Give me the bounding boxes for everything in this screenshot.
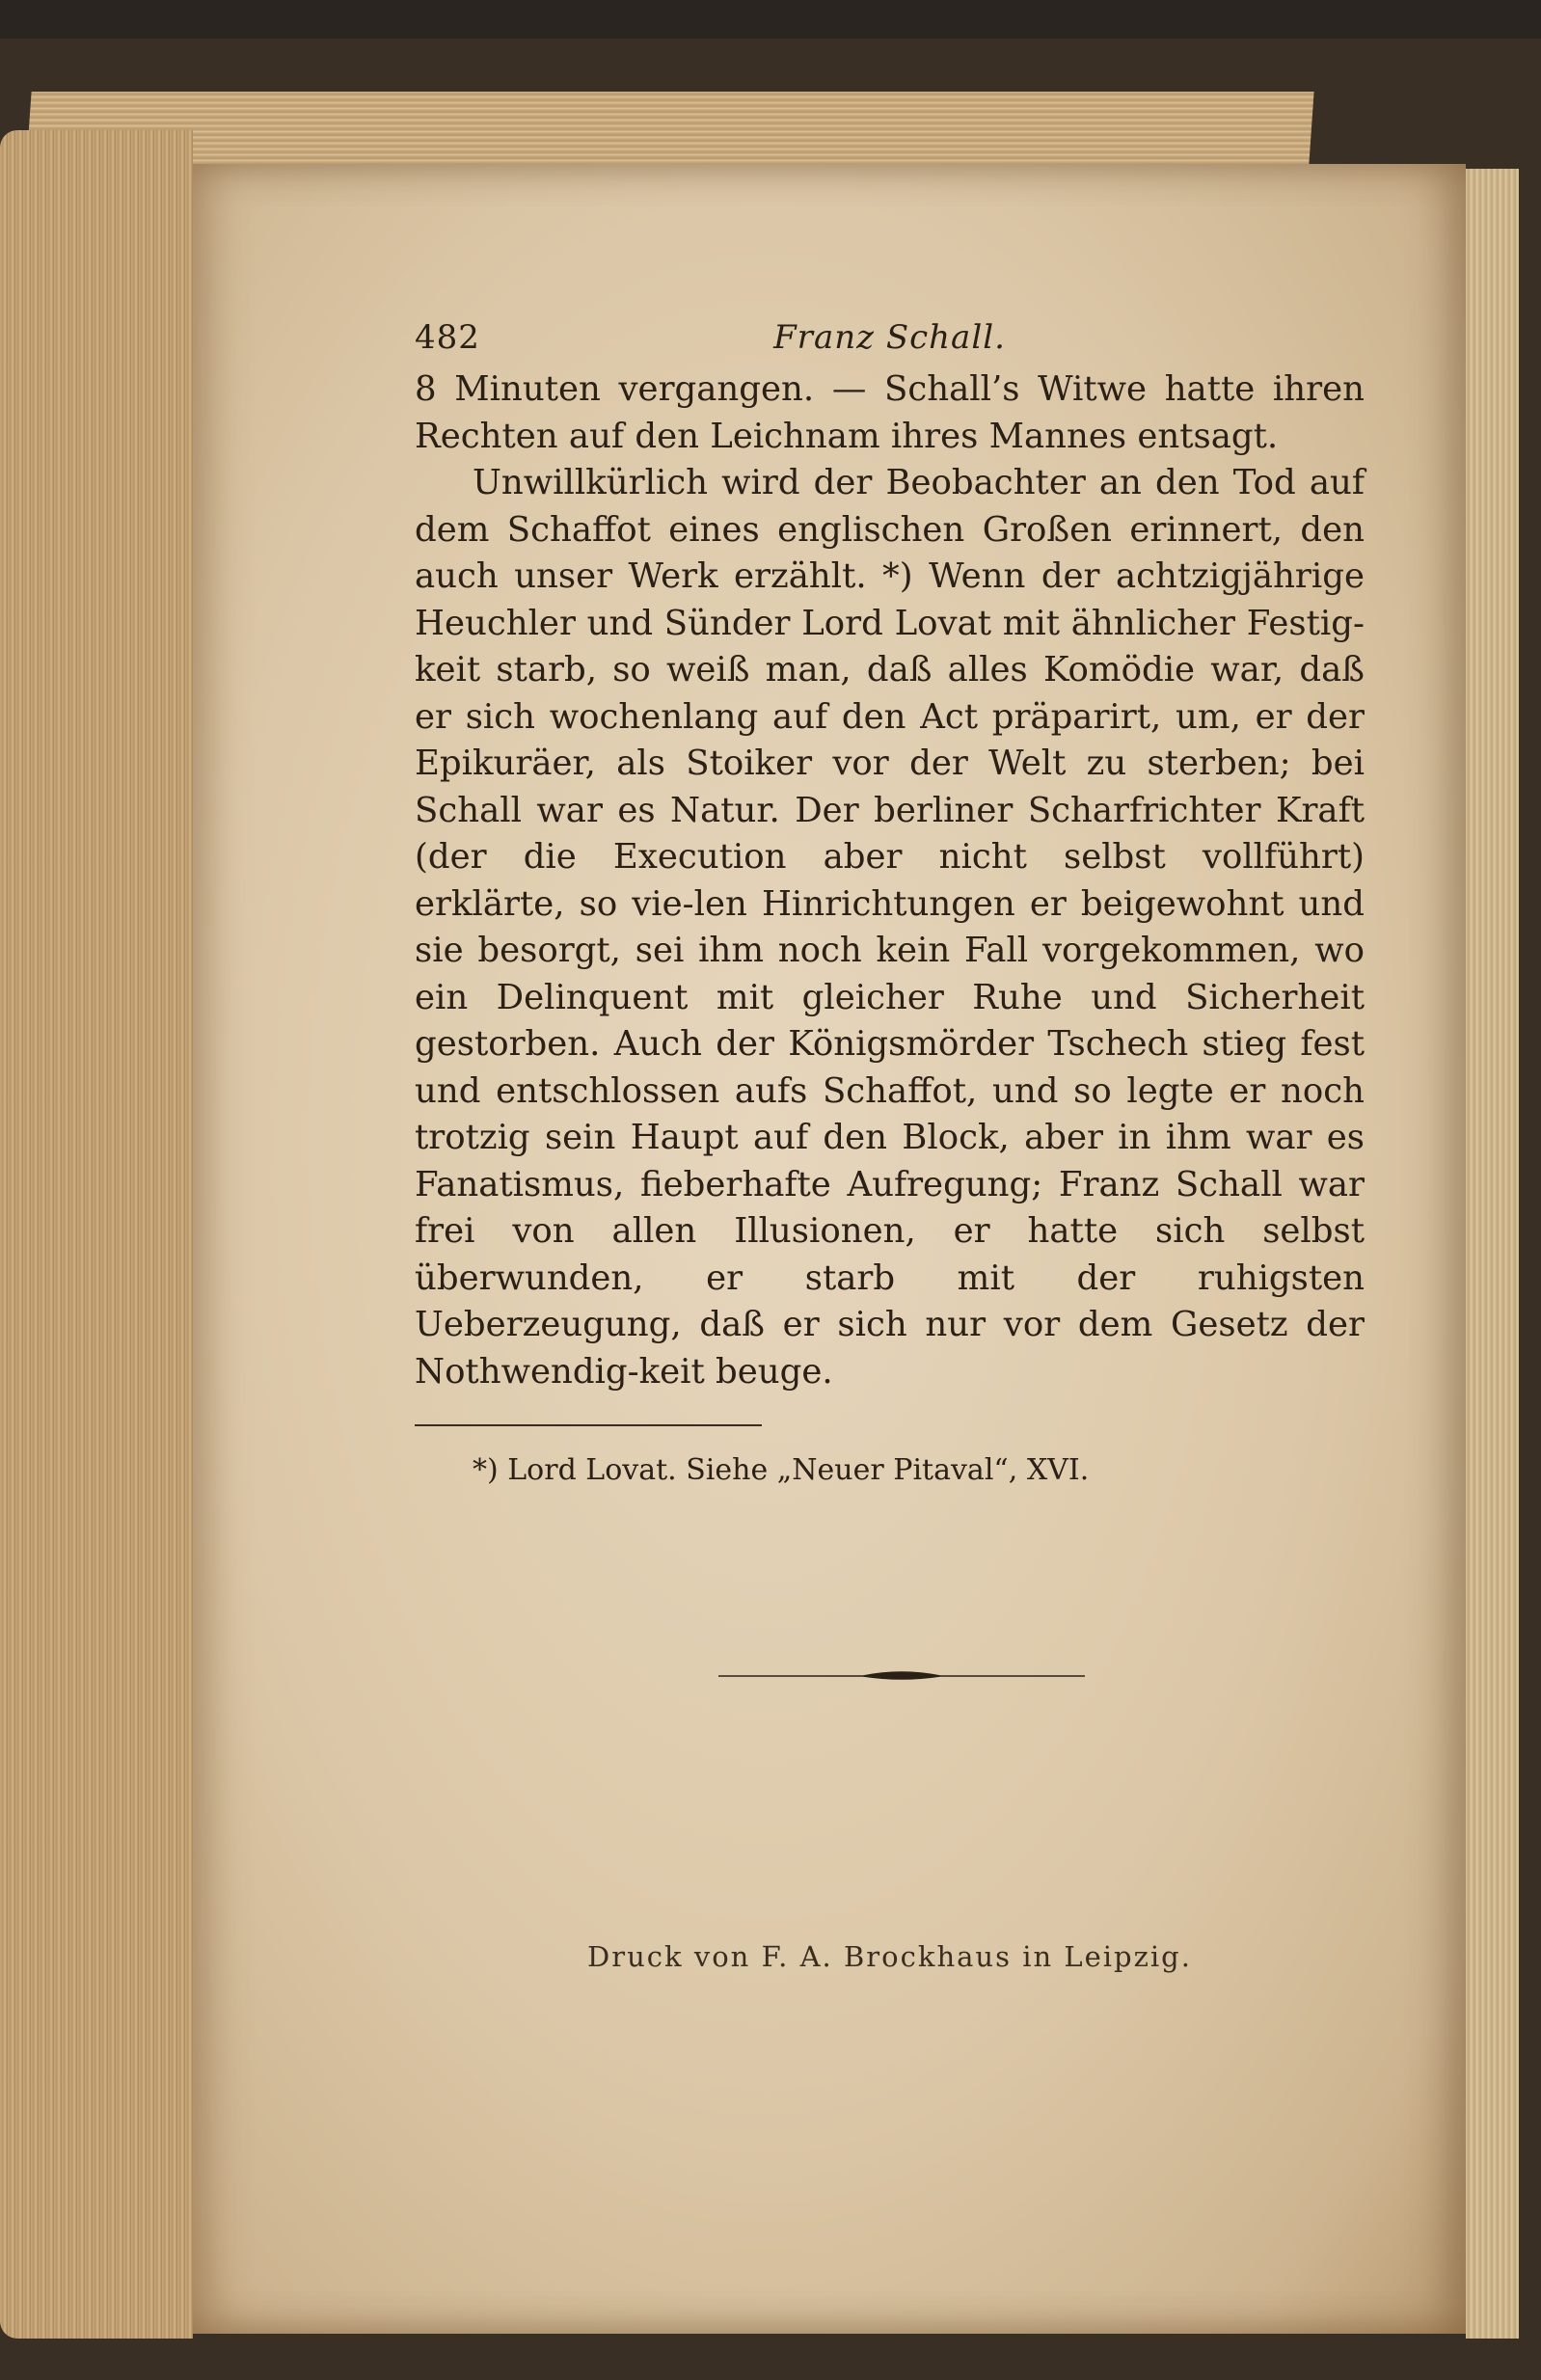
footnote: *) Lord Lovat. Siehe „Neuer Pitaval“, XVI. <box>473 1453 1090 1487</box>
paragraph-continuation: 8 Minuten vergangen. — Schall’s Witwe hatte ihren Rechten auf den Leichnam ihres Mannes entsagt. <box>415 369 1365 456</box>
body-text <box>415 366 1365 1395</box>
page-stack-right-edge <box>1466 169 1519 2339</box>
paragraph-main: Unwillkürlich wird der Beobachter an den Tod auf dem Schaffot eines englischen Großen erinnert, den auch unser Werk erzählt. *) Wenn der achtzigjährige Heuchler und Sünder Lord Lovat mit ähnlicher Festig-keit starb, so weiß man, daß alles Komödie war, daß er sich wochenlang auf den Act präparirt, um, er der Epikuräer, als Stoiker vor der Welt zu sterben; bei Schall war es Natur. Der berliner Scharfrichter Kraft (der die Execution aber nicht selbst vollführt) erklärte, so vie-len Hinrichtungen er beigewohnt und sie besorgt, sei ihm noch kein Fall vorgekommen, wo ein Delinquent mit gleicher Ruhe und Sicherheit gestorben. Auch der Königsmörder Tschech stieg fest und entschlossen aufs Schaffot, und so legte er noch trotzig sein Haupt auf den Block, aber in ihm war es Fanatismus, fieberhafte Aufregung; Franz Schall war frei von allen Illusionen, er hatte sich selbst überwunden, er starb mit der ruhigsten Ueberzeugung, daß er sich nur vor dem Gesetz der Nothwendig-keit beuge. <box>415 463 1365 1392</box>
page-header <box>415 318 1365 366</box>
page-stack-left-edge <box>0 130 193 2339</box>
footnote-rule <box>415 1424 762 1426</box>
page-number: 482 <box>415 318 480 357</box>
printer-imprint: Druck von F. A. Brockhaus in Leipzig. <box>587 1940 1192 1973</box>
page-stack-top-edge <box>26 92 1313 164</box>
end-ornament <box>718 1666 1085 1686</box>
text-block <box>415 318 1365 1487</box>
running-title: Franz Schall. <box>773 318 1006 357</box>
